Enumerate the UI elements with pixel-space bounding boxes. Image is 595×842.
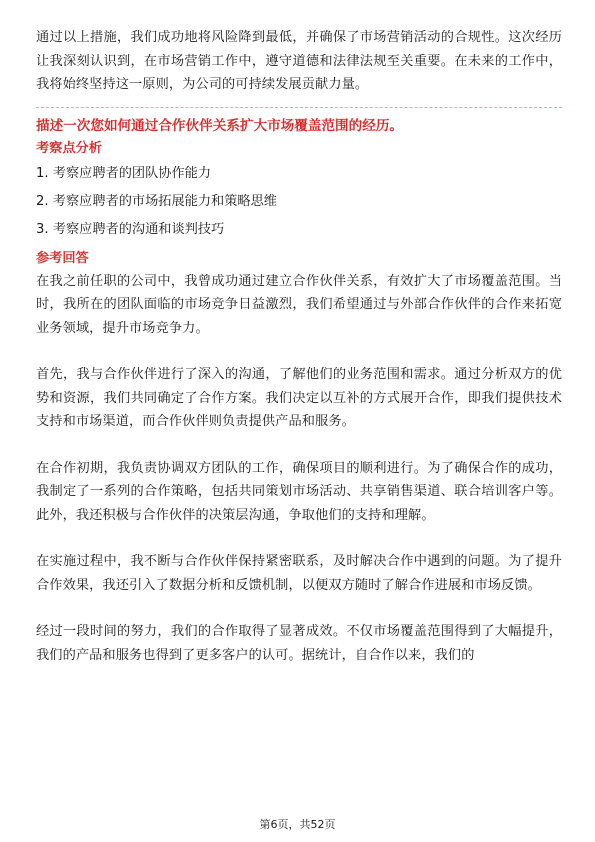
answer-paragraph: 在我之前任职的公司中，我曾成功通过建立合作伙伴关系，有效扩大了市场覆盖范围。当时，我所在的团队面临的市场竞争日益激烈，我们希望通过与外部合作伙伴的合作来拓宽业务领域，提升市场竞争力。 — [36, 273, 562, 336]
section-divider — [36, 107, 562, 108]
analysis-point: 2. 考察应聘者的市场拓展能力和策略思维 — [36, 193, 277, 209]
page-content — [36, 26, 562, 667]
analysis-point: 1. 考察应聘者的团队协作能力 — [36, 165, 212, 181]
answer-paragraph: 首先，我与合作伙伴进行了深入的沟通，了解他们的业务范围和需求。通过分析双方的优势和资源，我们共同确定了合作方案。我们决定以互补的方式展开合作，即我们提供技术支持和市场渠道，而合作伙伴则负责提供产品和服务。 — [36, 367, 562, 429]
question-heading: 描述一次您如何通过合作伙伴关系扩大市场覆盖范围的经历。 — [36, 117, 404, 134]
intro-paragraph: 通过以上措施，我们成功地将风险降到最低，并确保了市场营销活动的合规性。这次经历让我深刻认识到，在市场营销工作中，遵守道德和法律法规至关重要。在未来的工作中，我将始终坚持这一原则，为公司的可持续发展贡献力量。 — [36, 30, 562, 92]
analysis-title: 考察点分析 — [36, 140, 102, 156]
answer-paragraph: 在合作初期，我负责协调双方团队的工作，确保项目的顺利进行。为了确保合作的成功，我制定了一系列的合作策略，包括共同策划市场活动、共享销售渠道、联合培训客户等。此外，我还积极与合作伙伴的决策层沟通，争取他们的支持和理解。 — [36, 460, 562, 523]
page-number: 第6页，共52页 — [259, 818, 336, 831]
answer-paragraph: 在实施过程中，我不断与合作伙伴保持紧密联系，及时解决合作中遇到的问题。为了提升合作效果，我还引入了数据分析和反馈机制，以便双方随时了解合作进展和市场反馈。 — [36, 554, 562, 593]
answer-title: 参考回答 — [36, 250, 89, 266]
analysis-point: 3. 考察应聘者的沟通和谈判技巧 — [36, 221, 225, 237]
answer-paragraph: 经过一段时间的努力，我们的合作取得了显著成效。不仅市场覆盖范围得到了大幅提升，我们的产品和服务也得到了更多客户的认可。据统计，自合作以来，我们的 — [36, 624, 562, 663]
analysis-points-list — [36, 160, 562, 244]
